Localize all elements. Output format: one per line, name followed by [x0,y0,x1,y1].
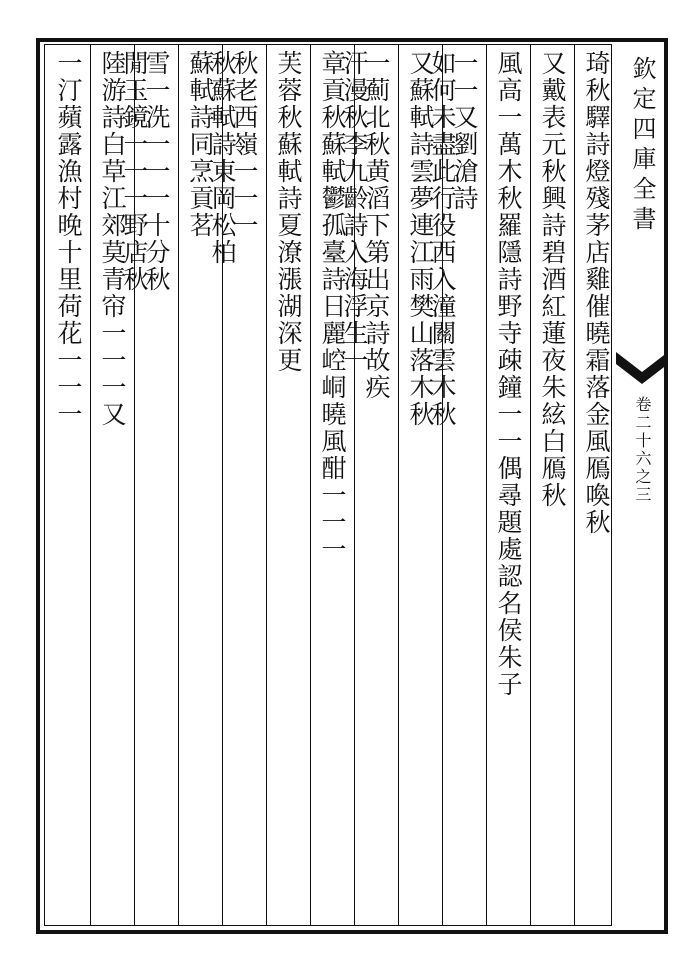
text-column: 蘇軾詩同烹貢茗 [186,50,215,239]
text-column: 又戴表元秋興詩碧酒紅蓮夜朱絃白鴈秋 [538,50,567,509]
text-column: 又蘇軾詩雲夢連江雨樊山落木秋 [406,50,435,428]
page-margin-strip [616,46,668,926]
text-column: 如何未盡此行役西入潼關雲木秋 [428,50,457,428]
text-column: 一薊北秋黄滔下第出京詩故疾 [362,50,391,401]
text-column: 陸游詩白草江郊莫青帘一一一又 [98,50,127,428]
text-column: 一汀蘋露漁村晚十里荷花一一一 [54,50,83,428]
book-title: 欽定四庫全書 [628,56,656,236]
text-column: 風高一萬木秋羅隱詩野寺疎鐘一一偶尋題處認名侯朱子 [494,50,523,698]
fishtail-mark-icon [616,346,668,386]
text-column: 秋老西嶺一一一 [230,50,259,239]
text-column: 閒玉鏡一一一野店秋 [120,50,149,293]
text-column: 芙蓉秋蘇軾詩夏潦漲湖深更 [274,50,303,374]
text-column: 琦秋驛詩燈殘茅店雞催曉霜落金風鴈喚秋 [582,50,611,536]
volume-number: 卷二十六之三 [633,396,652,504]
text-column: 章貢秋蘇軾鬱孤臺詩日麗崆峒曉風酣一一一 [318,50,347,563]
text-column: 雪一洗一一一十分秋 [142,50,171,293]
text-column: 汗漫秋李九齡詩入海浮生一 [340,50,369,374]
text-column: 秋蘇軾詩東岡松柏 [208,50,237,266]
text-column: 一一又劉滄詩 [450,50,479,212]
